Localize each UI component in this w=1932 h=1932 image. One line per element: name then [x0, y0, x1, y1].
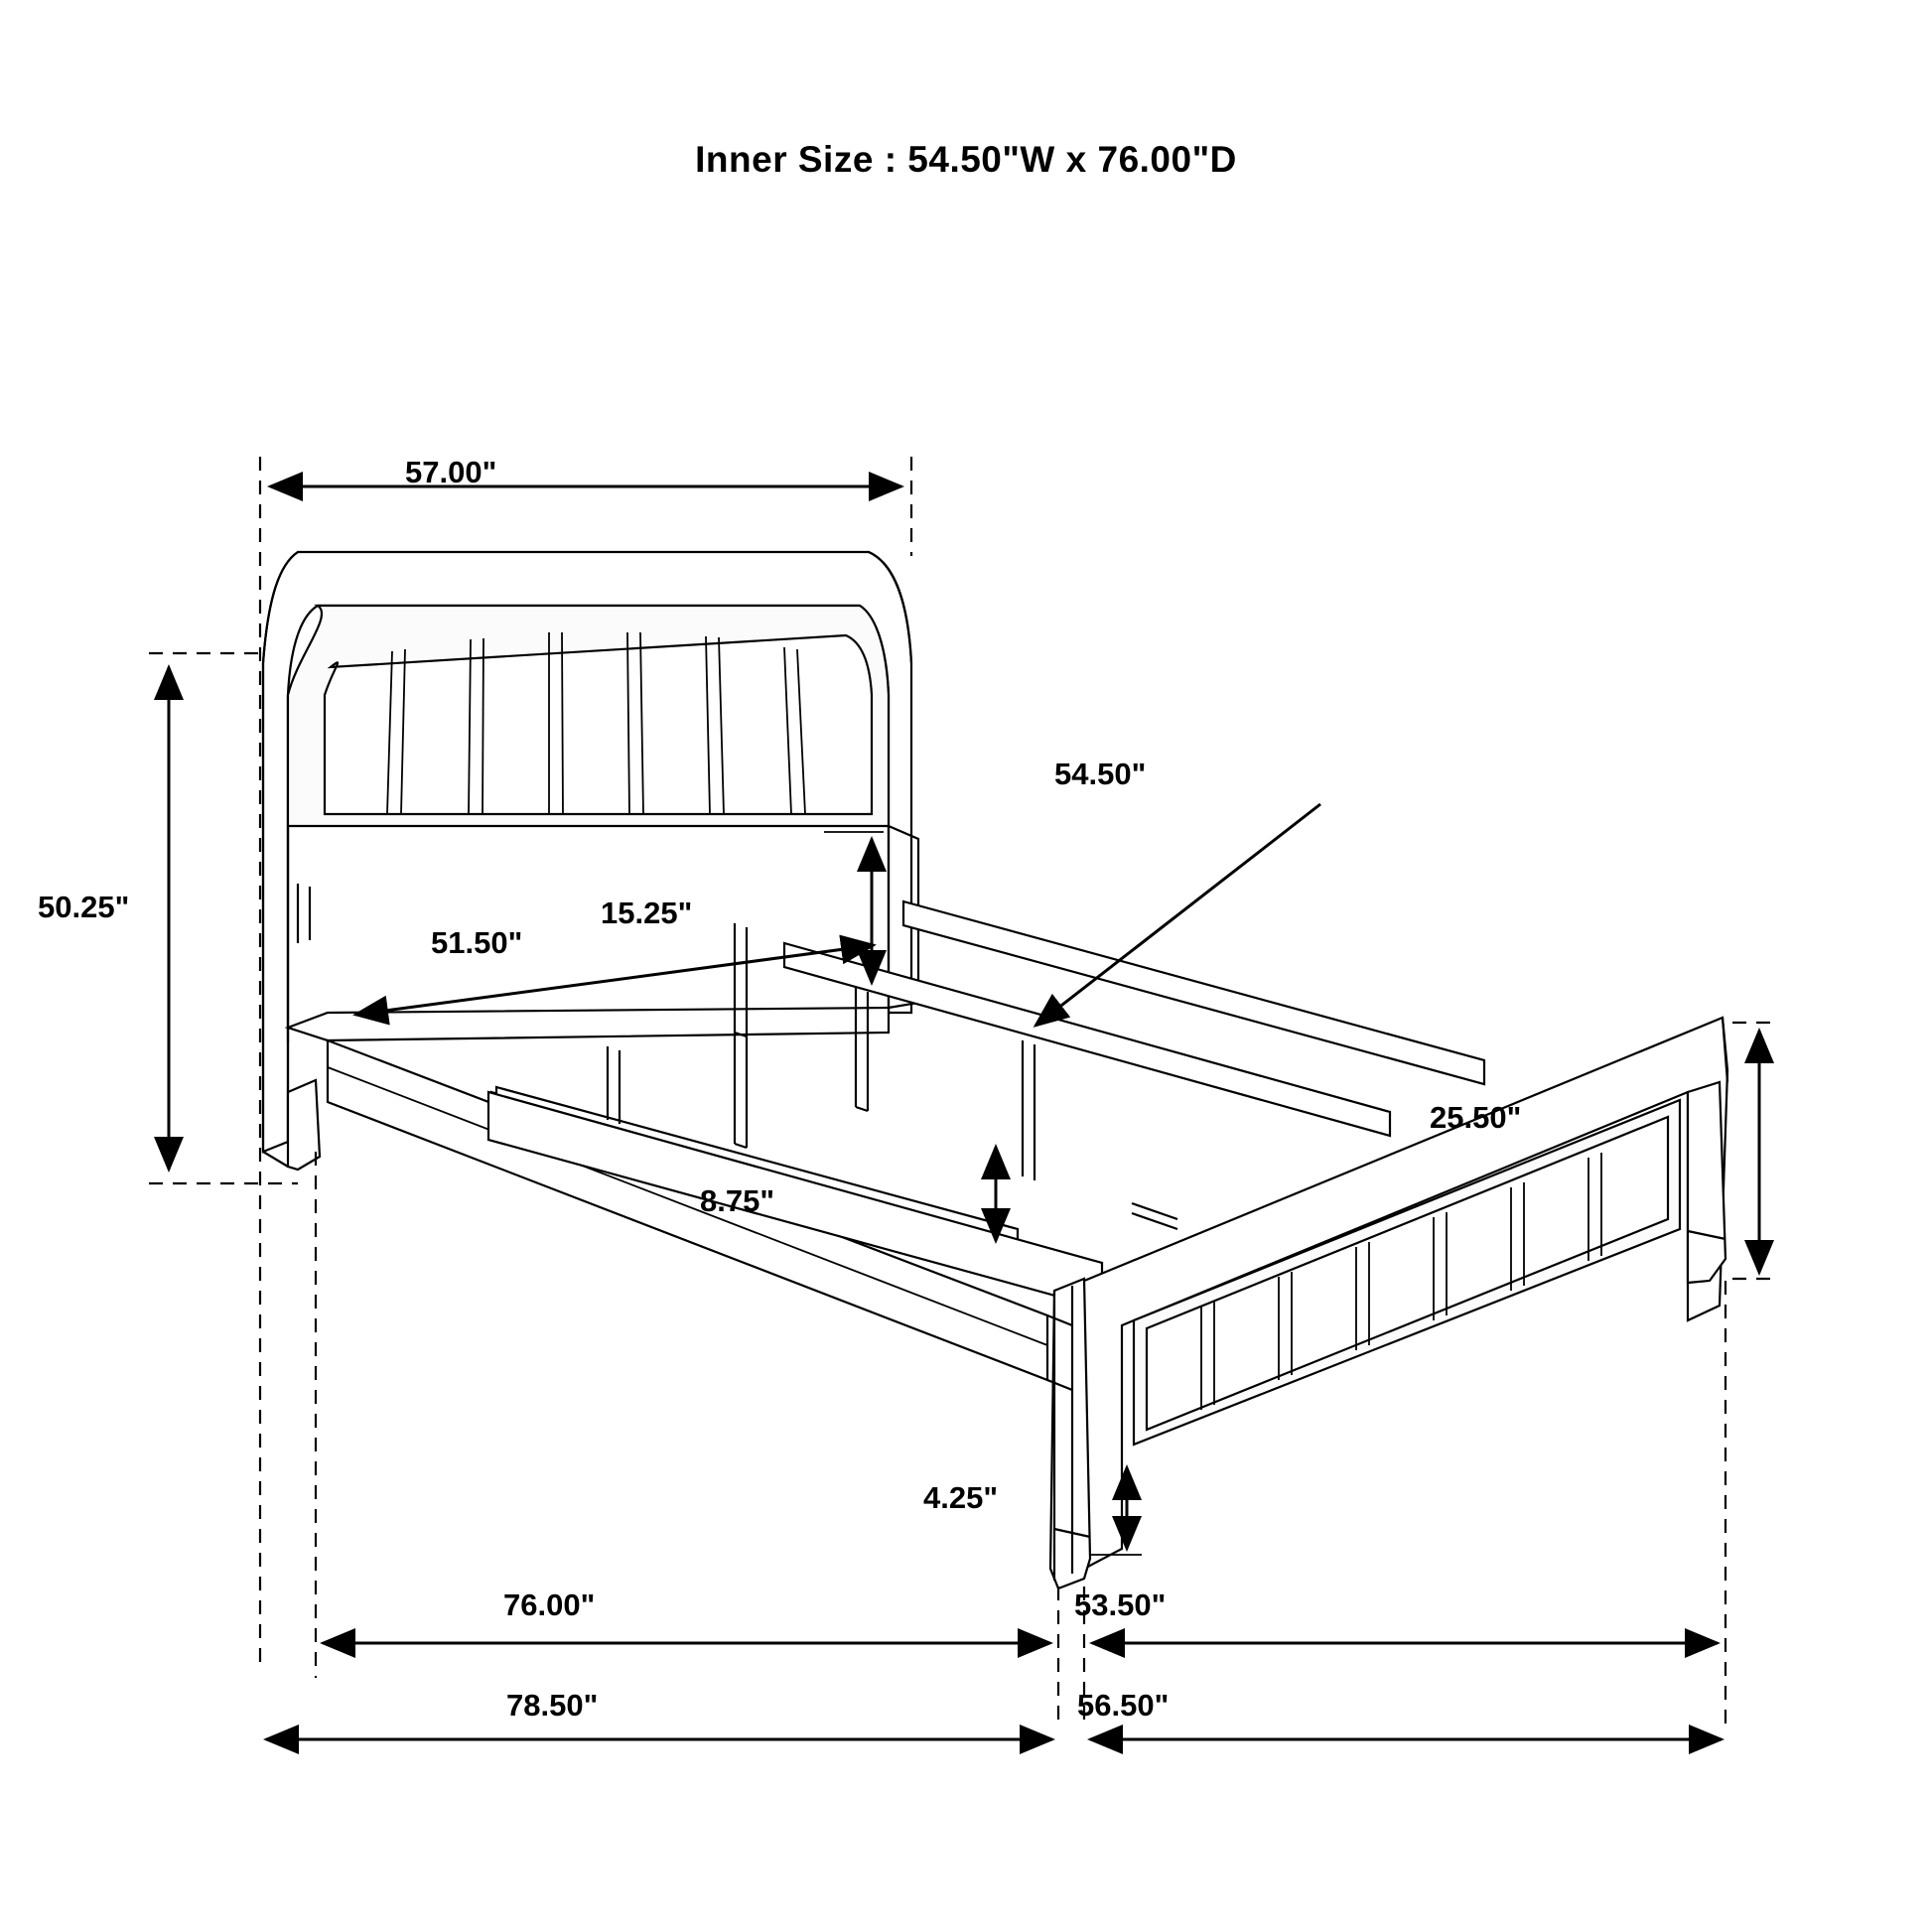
dimension-label-8-75: 8.75" [700, 1183, 775, 1218]
dimension-label-57: 57.00" [405, 455, 497, 489]
page-title: Inner Size : 54.50"W x 76.00"D [695, 139, 1237, 180]
dimension-label-51-50: 51.50" [431, 925, 523, 960]
dimension-label-50-25: 50.25" [38, 890, 130, 924]
dimension-label-53-50: 53.50" [1074, 1587, 1167, 1622]
dimension-label-78-50: 78.50" [506, 1688, 599, 1723]
dimension-label-76: 76.00" [503, 1587, 596, 1622]
dimension-label-4-25: 4.25" [923, 1480, 999, 1515]
bed-illustration [263, 552, 1727, 1588]
dimension-label-56-50: 56.50" [1077, 1688, 1170, 1723]
dimension-label-25-50: 25.50" [1430, 1100, 1522, 1135]
dimension-label-15-25: 15.25" [601, 896, 693, 930]
dimension-label-54-50: 54.50" [1054, 757, 1147, 791]
